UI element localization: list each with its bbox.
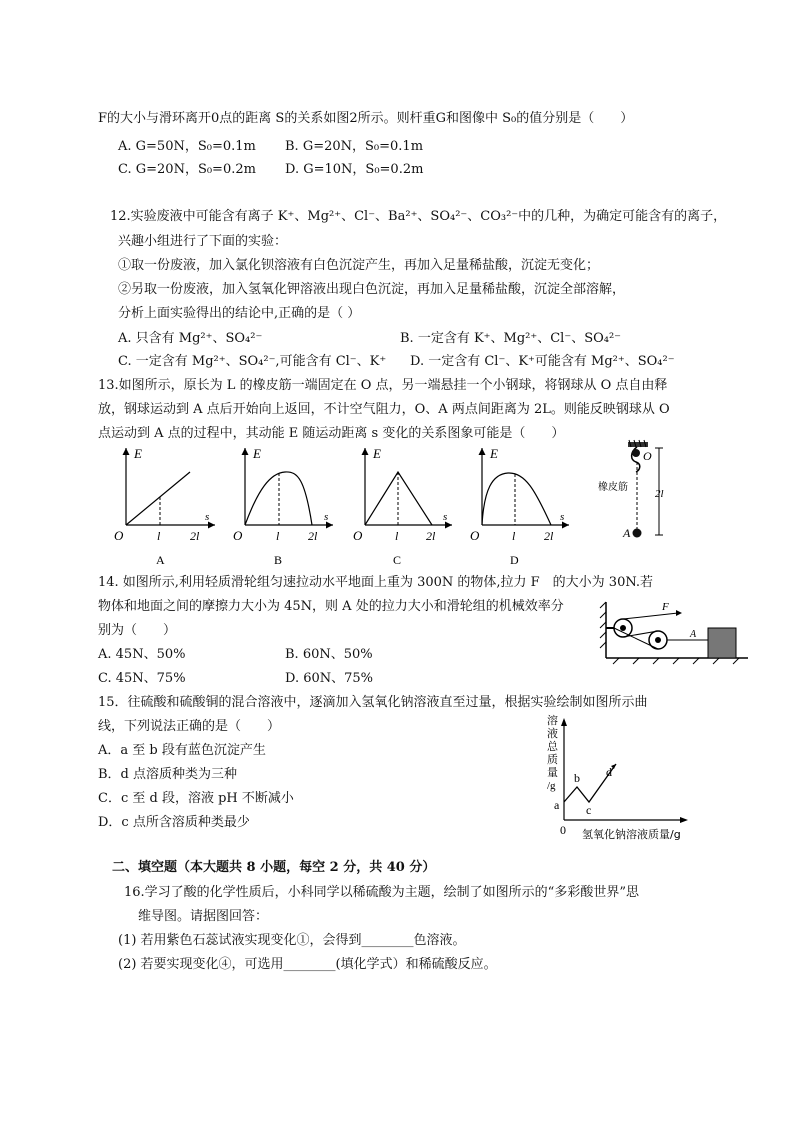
q13-line2: 放，钢球运动到 A 点后开始向上返回，不计空气阻力，O、A 两点间距离为 2L。则能反映钢球从 O <box>98 402 670 417</box>
graph-b-e-label: E <box>253 446 261 461</box>
graph-c-2l: 2l <box>426 529 436 543</box>
q13-graphs <box>0 440 794 570</box>
q11-option-b: B. G=20N，S₀=0.1m <box>285 139 424 154</box>
q15-graph <box>544 712 724 842</box>
graph-c <box>353 446 452 567</box>
graph-b <box>233 446 333 567</box>
block-object <box>708 628 736 658</box>
graph-b-s-label: s <box>324 511 329 523</box>
steel-ball-icon <box>632 449 640 457</box>
pulley-a-label: A <box>690 629 697 640</box>
graph-c-e-label: E <box>373 446 381 461</box>
graph-d-name: D <box>510 553 519 567</box>
graph-a-2l: 2l <box>190 529 200 543</box>
graph-b-2l: 2l <box>308 529 318 543</box>
q15-option-d: D．c 点所含溶质种类最少 <box>98 815 250 830</box>
q15-point-d: d <box>606 765 612 779</box>
section2-title: 二、填空题（本大题共 8 小题，每空 2 分，共 40 分） <box>112 860 436 875</box>
pulley-figure <box>598 598 758 668</box>
q14-line1: 14. 如图所示,利用轻质滑轮组匀速拉动水平地面上重为 300N 的物体,拉力 F 的大小为 30N.若 <box>98 575 654 590</box>
q12-option-d: D. 一定含有 Cl⁻、K⁺可能含有 Mg²⁺、SO₄²⁻ <box>410 354 675 369</box>
q12-line2: 兴趣小组进行了下面的实验： <box>118 234 288 249</box>
pulley-f-label: F <box>662 601 669 613</box>
graph-b-name: B <box>274 553 283 567</box>
q12-prompt: 分析上面实验得出的结论中,正确的是（ ） <box>118 306 361 321</box>
svg-text:液: 液 <box>547 728 558 740</box>
q12-option-b: B. 一定含有 K⁺、Mg²⁺、Cl⁻、SO₄²⁻ <box>400 331 622 346</box>
graph-c-l: l <box>395 529 399 543</box>
q15-option-c: C．c 至 d 段，溶液 pH 不断减小 <box>98 791 294 806</box>
q14-option-d: D. 60N、75% <box>285 671 374 686</box>
q12-option-c: C. 一定含有 Mg²⁺、SO₄²⁻,可能含有 Cl⁻、K⁺ <box>118 354 387 369</box>
q15-y-label <box>547 713 559 792</box>
q15-option-b: B．d 点溶质种类为三种 <box>98 767 238 782</box>
q15-point-a: a <box>554 798 560 812</box>
graph-d <box>470 446 569 567</box>
q16-line2: 维导图。请据图回答： <box>138 909 269 924</box>
q14-option-c: C. 45N、75% <box>98 671 186 686</box>
graph-d-l: l <box>512 529 516 543</box>
q12-option-a: A. 只含有 Mg²⁺、SO₄²⁻ <box>118 331 263 346</box>
q16-part1: (1) 若用紫色石蕊试液实现变化①，会得到________色溶液。 <box>118 933 466 948</box>
graph-c-origin: O <box>353 528 363 543</box>
svg-text:/g: /g <box>547 780 556 792</box>
q11-stem: F的大小与滑环离开0点的距离 S的关系如图2所示。则杆重G和图像中 S₀的值分别是（ ） <box>98 111 634 126</box>
fig-rubber-label: 橡皮筋 <box>598 482 628 493</box>
graph-c-name: C <box>393 553 402 567</box>
q15-line1: 15．往硫酸和硫酸铜的混合溶液中，逐滴加入氢氧化钠溶液直至过量，根据实验绘制如图所示曲 <box>98 695 648 710</box>
graph-a-e-label: E <box>134 446 142 461</box>
graph-d-e-label: E <box>490 446 498 461</box>
rubber-band-figure <box>598 440 664 540</box>
graph-d-2l: 2l <box>544 529 554 543</box>
q15-x-label: 氢氧化钠溶液质量/g <box>582 828 681 841</box>
q13-line3: 点运动到 A 点的过程中，其动能 E 随运动距离 s 变化的关系图象可能是（ ） <box>98 426 565 441</box>
q15-line2: 线，下列说法正确的是（ ） <box>98 719 281 734</box>
graph-a-s-label: s <box>205 511 210 523</box>
fig-o-label: O <box>643 449 652 463</box>
svg-text:量: 量 <box>547 767 558 779</box>
graph-d-origin: O <box>470 528 480 543</box>
q15-point-b: b <box>574 771 580 785</box>
q12-step1: ①取一份废液，加入氯化钡溶液有白色沉淀产生，再加入足量稀盐酸，沉淀无变化； <box>118 258 600 273</box>
q12-line1: 12.实验废液中可能含有离子 K⁺、Mg²⁺、Cl⁻、Ba²⁺、SO₄²⁻、CO₃²⁻中的几种，为确定可能含有的离子， <box>110 209 727 224</box>
graph-a-name: A <box>156 553 165 567</box>
graph-b-origin: O <box>233 528 243 543</box>
q11-option-c: C. G=20N，S₀=0.2m <box>118 162 256 177</box>
q13-line1: 13.如图所示，原长为 L 的橡皮筋一端固定在 O 点，另一端悬挂一个小钢球，将钢球从 O 点自由释 <box>98 378 668 393</box>
q16-part2: (2) 若要实现变化④，可选用________(填化学式）和稀硫酸反应。 <box>118 957 497 972</box>
q14-line2: 物体和地面之间的摩擦力大小为 45N，则 A 处的拉力大小和滑轮组的机械效率分 <box>98 599 564 614</box>
svg-text:溶: 溶 <box>547 715 558 727</box>
graph-c-s-label: s <box>443 511 448 523</box>
svg-text:总: 总 <box>547 741 558 753</box>
fig-a-label: A <box>623 526 631 540</box>
graph-a-l: l <box>157 529 161 543</box>
q12-step2: ②另取一份废液，加入氢氧化钾溶液出现白色沉淀，再加入足量稀盐酸，沉淀全部溶解， <box>118 282 626 297</box>
q15-option-a: A．a 至 b 段有蓝色沉淀产生 <box>98 743 266 758</box>
fig-2l-label: 2l <box>655 488 664 500</box>
q11-option-a: A. G=50N，S₀=0.1m <box>118 139 256 154</box>
q14-option-a: A. 45N、50% <box>98 647 186 662</box>
graph-a-origin: O <box>114 528 124 543</box>
graph-b-l: l <box>276 529 280 543</box>
graph-a <box>114 446 215 567</box>
q15-origin: 0 <box>560 823 566 837</box>
q14-line3: 别为（ ） <box>98 623 177 638</box>
q14-option-b: B. 60N、50% <box>285 647 373 662</box>
svg-text:质: 质 <box>547 754 558 766</box>
graph-d-s-label: s <box>560 511 565 523</box>
q11-option-d: D. G=10N，S₀=0.2m <box>285 162 424 177</box>
q16-line1: 16.学习了酸的化学性质后，小科同学以稀硫酸为主题，绘制了如图所示的“多彩酸世界”思 <box>124 885 639 900</box>
q15-point-c: c <box>586 803 592 817</box>
